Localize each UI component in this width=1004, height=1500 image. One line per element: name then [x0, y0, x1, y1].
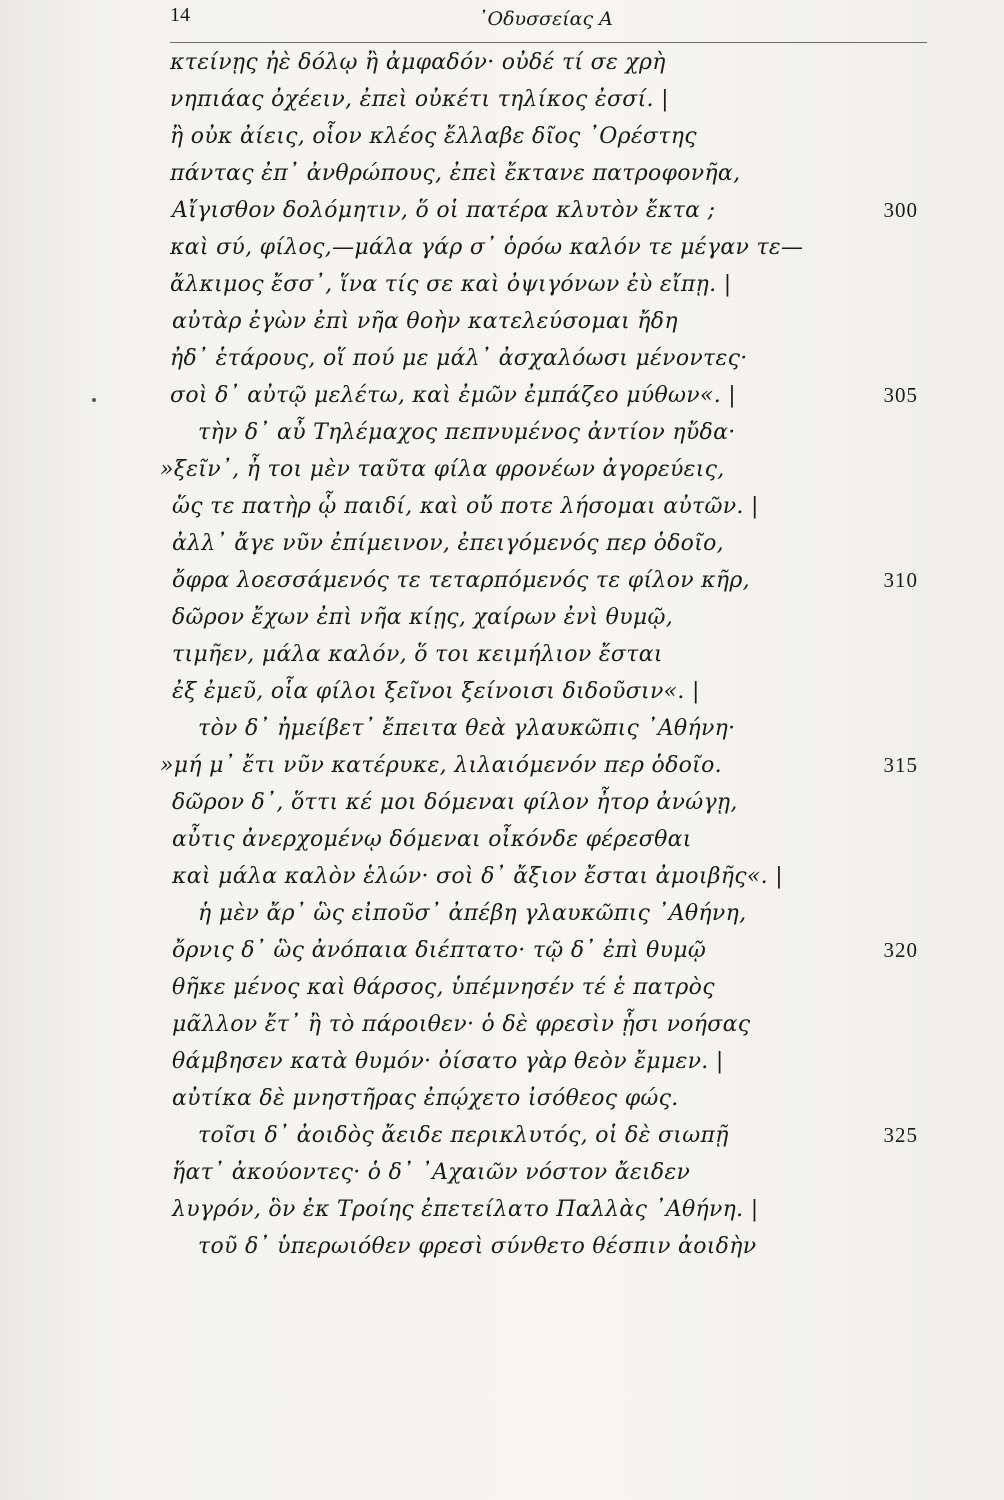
verse-line	[0, 605, 1004, 641]
line-number: 305	[883, 383, 918, 407]
page-header	[0, 0, 1004, 45]
verse-line	[0, 716, 1004, 752]
line-number: 320	[883, 938, 918, 962]
verse-text: τοῖσι δ᾿ ἀοιδὸς ἄειδε περικλυτός, οἱ δὲ σιωπῇ	[198, 1123, 729, 1148]
verse-text: τοῦ δ᾿ ὑπερωιόθεν φρεσὶ σύνθετο θέσπιν ἀοιδὴν	[198, 1234, 757, 1259]
verse-text: ὥς τε πατὴρ ᾧ παιδί, καὶ οὔ ποτε λήσομαι αὐτῶν. |	[172, 494, 759, 519]
verse-text: ἡ μὲν ἄρ᾿ ὣς εἰποῦσ᾿ ἀπέβη γλαυκῶπις ᾿Αθήνη,	[198, 901, 747, 926]
verse-text: τὸν δ᾿ ἠμείβετ᾿ ἔπειτα θεὰ γλαυκῶπις ᾿Αθήνη·	[198, 716, 736, 741]
running-title: ᾿Οδυσσείας Α	[478, 8, 613, 30]
verse-text: μᾶλλον ἔτ᾿ ἢ τὸ πάροιθεν· ὁ δὲ φρεσὶν ᾗσι νοήσας	[172, 1012, 751, 1037]
verse-line	[0, 790, 1004, 826]
verse-line	[0, 531, 1004, 567]
verse-line	[0, 975, 1004, 1011]
verse-line	[0, 864, 1004, 900]
verse-line	[0, 124, 1004, 160]
verse-text: δῶρον δ᾿, ὅττι κέ μοι δόμεναι φίλον ἦτορ ἀνώγῃ,	[172, 790, 738, 815]
verse-line	[0, 494, 1004, 530]
verse-text: »μή μ᾿ ἔτι νῦν κατέρυκε, λιλαιόμενόν περ ὁδοῖο.	[160, 753, 722, 778]
verse-text: ὄρνις δ᾿ ὣς ἀνόπαια διέπτατο· τῷ δ᾿ ἐπὶ θυμῷ	[172, 938, 707, 963]
verse-line	[0, 198, 1004, 234]
verse-text: καὶ σύ, φίλος,—μάλα γάρ σ᾿ ὁρόω καλόν τε μέγαν τε—	[170, 235, 804, 260]
verse-line	[0, 50, 1004, 86]
verse-line	[0, 457, 1004, 493]
line-number: 310	[883, 568, 918, 592]
verse-line	[0, 420, 1004, 456]
verse-text: δῶρον ἔχων ἐπὶ νῆα κίῃς, χαίρων ἐνὶ θυμῷ,	[172, 605, 674, 630]
verse-text: ἥατ᾿ ἀκούοντες· ὁ δ᾿ ᾿Αχαιῶν νόστον ἄειδεν	[172, 1160, 691, 1185]
verse-line	[0, 161, 1004, 197]
verse-line	[0, 642, 1004, 678]
verse-text: αὐτίκα δὲ μνηστῆρας ἐπῴχετο ἰσόθεος φώς.	[172, 1086, 679, 1111]
verse-line	[0, 272, 1004, 308]
verse-line	[0, 753, 1004, 789]
verse-line	[0, 938, 1004, 974]
verse-text: τὴν δ᾿ αὖ Τηλέμαχος πεπνυμένος ἀντίον ηὔδα·	[198, 420, 736, 445]
verse-text: νηπιάας ὀχέειν, ἐπεὶ οὐκέτι τηλίκος ἐσσί. |	[170, 87, 669, 112]
verse-text: ἄλκιμος ἔσσ᾿, ἵνα τίς σε καὶ ὀψιγόνων ἐὺ εἴπῃ. |	[170, 272, 732, 297]
verse-text: αὐτὰρ ἐγὼν ἐπὶ νῆα θοὴν κατελεύσομαι ἤδη	[172, 309, 678, 334]
verse-text: ἀλλ᾿ ἄγε νῦν ἐπίμεινον, ἐπειγόμενός περ ὁδοῖο,	[172, 531, 724, 556]
verse-line	[0, 679, 1004, 715]
verse-text: αὖτις ἀνερχομένῳ δόμεναι οἶκόνδε φέρεσθαι	[172, 827, 692, 852]
verse-line	[0, 87, 1004, 123]
verse-line	[0, 1086, 1004, 1122]
verse-line	[0, 901, 1004, 937]
verse-text: θάμβησεν κατὰ θυμόν· ὀίσατο γὰρ θεὸν ἔμμεν. |	[172, 1049, 724, 1074]
verse-line	[0, 346, 1004, 382]
line-number: 315	[883, 753, 918, 777]
verse-text: τιμῆεν, μάλα καλόν, ὅ τοι κειμήλιον ἔσται	[172, 642, 663, 667]
verse-line	[0, 827, 1004, 863]
verse-line	[0, 1197, 1004, 1233]
verse-text: πάντας ἐπ᾿ ἀνθρώπους, ἐπεὶ ἔκτανε πατροφονῆα,	[170, 161, 741, 186]
verse-text: καὶ μάλα καλὸν ἑλών· σοὶ δ᾿ ἄξιον ἔσται ἀμοιβῆς«. |	[172, 864, 783, 889]
line-number: 325	[883, 1123, 918, 1147]
verse-line	[0, 1234, 1004, 1270]
verse-text: θῆκε μένος καὶ θάρσος, ὑπέμνησέν τέ ἑ πατρὸς	[172, 975, 715, 1000]
verse-text: ἐξ ἐμεῦ, οἷα φίλοι ξεῖνοι ξείνοισι διδοῦσιν«. |	[172, 679, 700, 704]
verse-line	[0, 1160, 1004, 1196]
verse-text: ἢ οὐκ ἀίεις, οἷον κλέος ἔλλαβε δῖος ᾿Ορέστης	[170, 124, 697, 149]
verse-text: ὄφρα λοεσσάμενός τε τεταρπόμενός τε φίλον κῆρ,	[172, 568, 750, 593]
verse-text: »ξεῖν᾿, ἦ τοι μὲν ταῦτα φίλα φρονέων ἀγορεύεις,	[160, 457, 725, 482]
verse-line	[0, 1123, 1004, 1159]
verse-line	[0, 235, 1004, 271]
verse-line	[0, 1049, 1004, 1085]
verse-text: Αἴγισθον δολόμητιν, ὅ οἱ πατέρα κλυτὸν ἔκτα ;	[172, 198, 716, 223]
page-number: 14	[170, 4, 190, 26]
verse-line	[0, 309, 1004, 345]
verse-text: κτείνῃς ἠὲ δόλῳ ἢ ἀμφαδόν· οὐδέ τί σε χρὴ	[170, 50, 666, 75]
verse-text: ἠδ᾿ ἑτάρους, οἵ πού με μάλ᾿ ἀσχαλόωσι μένοντες·	[170, 346, 748, 371]
line-number: 300	[883, 198, 918, 222]
verse-line	[0, 1012, 1004, 1048]
verse-line	[0, 568, 1004, 604]
verse-line	[0, 383, 1004, 419]
header-rule	[170, 42, 927, 43]
verse-text: σοὶ δ᾿ αὐτῷ μελέτω, καὶ ἐμῶν ἐμπάζεο μύθων«. |	[170, 383, 736, 408]
verse-text: λυγρόν, ὃν ἐκ Τροίης ἐπετείλατο Παλλὰς ᾿Αθήνη. |	[172, 1197, 759, 1222]
